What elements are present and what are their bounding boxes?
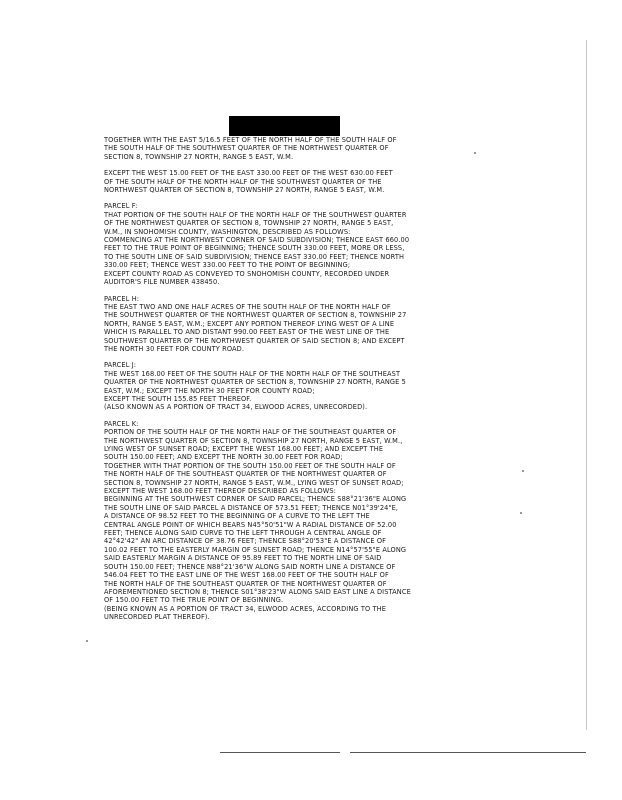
- paragraph-except-west: [104, 169, 496, 194]
- text-line: FEET TO THE TRUE POINT OF BEGINNING; THENCE SOUTH 330.00 FEET, MORE OR LESS,: [104, 244, 405, 253]
- text-line: THE EAST TWO AND ONE HALF ACRES OF THE SOUTH HALF OF THE NORTH HALF OF: [104, 302, 391, 311]
- text-line: THE SOUTHWEST QUARTER OF THE NORTHWEST QUARTER OF SECTION 8, TOWNSHIP 27: [104, 311, 407, 320]
- text-line: THE WEST 168.00 FEET OF THE SOUTH HALF OF THE NORTH HALF OF THE SOUTHEAST: [104, 369, 401, 378]
- text-line: A DISTANCE OF 98.52 FEET TO THE BEGINNING OF A CURVE TO THE LEFT THE: [104, 512, 370, 521]
- text-line: WHICH IS PARALLEL TO AND DISTANT 990.00 FEET EAST OF THE WEST LINE OF THE: [104, 328, 390, 337]
- text-line: EXCEPT THE WEST 168.00 FEET THEREOF DESCRIBED AS FOLLOWS:: [104, 487, 336, 496]
- text-line: THE SOUTH LINE OF SAID PARCEL A DISTANCE OF 573.51 FEET; THENCE N01°39'24"E,: [104, 503, 399, 512]
- parcel-heading: PARCEL F:: [104, 202, 138, 211]
- scan-speck: [522, 470, 524, 472]
- text-line: TOGETHER WITH THE EAST 5/16.5 FEET OF THE NORTH HALF OF THE SOUTH HALF OF: [104, 136, 397, 144]
- text-line: 42°42'42" AN ARC DISTANCE OF 38.76 FEET; THENCE S88°20'53"E A DISTANCE OF: [104, 537, 387, 546]
- text-line: 546.04 FEET TO THE EAST LINE OF THE WEST 168.00 FEET OF THE SOUTH HALF OF: [104, 571, 389, 580]
- text-line: THE NORTHWEST QUARTER OF SECTION 8, TOWNSHIP 27 NORTH, RANGE 5 EAST, W.M.,: [104, 436, 403, 445]
- text-line: THE NORTH HALF OF THE SOUTHEAST QUARTER OF THE NORTHWEST QUARTER OF: [104, 470, 387, 479]
- text-line: COMMENCING AT THE NORTHWEST CORNER OF SAID SUBDIVISION; THENCE EAST 660.00: [104, 236, 410, 245]
- text-line: NORTHWEST QUARTER OF SECTION 8, TOWNSHIP 27 NORTH, RANGE 5 EAST, W.M.: [104, 186, 385, 195]
- parcel-j: [104, 361, 496, 411]
- text-line: (ALSO KNOWN AS A PORTION OF TRACT 34, ELWOOD ACRES, UNRECORDED).: [104, 403, 368, 412]
- parcel-h: [104, 295, 496, 354]
- text-line: THE NORTH 30 FEET FOR COUNTY ROAD.: [104, 344, 245, 353]
- text-line: QUARTER OF THE NORTHWEST QUARTER OF SECTION 8, TOWNSHIP 27 NORTH, RANGE 5: [104, 378, 406, 387]
- footer-rule: [350, 752, 586, 753]
- text-line: AUDITOR'S FILE NUMBER 438450.: [104, 278, 220, 287]
- text-line: PORTION OF THE SOUTH HALF OF THE NORTH HALF OF THE SOUTHEAST QUARTER OF: [104, 428, 397, 437]
- parcel-heading: PARCEL J:: [104, 361, 137, 370]
- text-line: 100.02 FEET TO THE EASTERLY MARGIN OF SUNSET ROAD; THENCE N14°57'55"E ALONG: [104, 545, 407, 554]
- parcel-k: [104, 420, 496, 622]
- page-edge-line: [586, 40, 587, 730]
- text-line: BEGINNING AT THE SOUTHWEST CORNER OF SAID PARCEL; THENCE S88°21'36"E ALONG: [104, 495, 407, 504]
- text-line: UNRECORDED PLAT THEREOF).: [104, 613, 210, 622]
- scan-speck: [86, 640, 88, 642]
- text-line: THE SOUTH HALF OF THE SOUTHWEST QUARTER OF THE NORTHWEST QUARTER OF: [104, 144, 389, 153]
- text-line: 330.00 FEET; THENCE WEST 330.00 FEET TO THE POINT OF BEGINNING;: [104, 261, 351, 270]
- text-line: SAID EASTERLY MARGIN A DISTANCE OF 95.89 FEET TO THE NORTH LINE OF SAID: [104, 554, 382, 563]
- scan-speck: [520, 512, 522, 514]
- text-line: EXCEPT THE WEST 15.00 FEET OF THE EAST 330.00 FEET OF THE WEST 630.00 FEET: [104, 169, 393, 178]
- footer-rule: [220, 752, 340, 753]
- text-line: SOUTH 150.00 FEET; AND EXCEPT THE NORTH 30.00 FEET FOR ROAD;: [104, 453, 343, 462]
- legal-description: [104, 136, 496, 630]
- text-line: OF 150.00 FEET TO THE TRUE POINT OF BEGINNING.: [104, 596, 284, 605]
- text-line: TOGETHER WITH THAT PORTION OF THE SOUTH 150.00 FEET OF THE SOUTH HALF OF: [104, 461, 396, 470]
- text-line: AFOREMENTIONED SECTION 8; THENCE S01°38'23"W ALONG SAID EAST LINE A DISTANCE: [104, 587, 411, 596]
- scan-speck: [474, 152, 476, 154]
- text-line: THAT PORTION OF THE SOUTH HALF OF THE NORTH HALF OF THE SOUTHWEST QUARTER: [104, 210, 407, 219]
- text-line: LYING WEST OF SUNSET ROAD; EXCEPT THE WEST 168.00 FEET; AND EXCEPT THE: [104, 445, 384, 453]
- text-line: W.M., IN SNOHOMISH COUNTY, WASHINGTON, DESCRIBED AS FOLLOWS:: [104, 227, 351, 236]
- text-line: FEET; THENCE ALONG SAID CURVE TO THE LEFT THROUGH A CENTRAL ANGLE OF: [104, 529, 382, 538]
- text-line: SECTION 8, TOWNSHIP 27 NORTH, RANGE 5 EAST, W.M.: [104, 152, 294, 161]
- text-line: EAST, W.M.; EXCEPT THE NORTH 30 FEET FOR COUNTY ROAD;: [104, 386, 315, 395]
- text-line: TO THE SOUTH LINE OF SAID SUBDIVISION; THENCE EAST 330.00 FEET; THENCE NORTH: [104, 252, 405, 261]
- parcel-heading: PARCEL H:: [104, 294, 140, 303]
- text-line: SECTION 8, TOWNSHIP 27 NORTH, RANGE 5 EAST, W.M., LYING WEST OF SUNSET ROAD;: [104, 478, 404, 487]
- text-line: SOUTHWEST QUARTER OF THE NORTHWEST QUARTER OF SAID SECTION 8; AND EXCEPT: [104, 336, 405, 345]
- paragraph-together-with: [104, 136, 496, 161]
- text-line: OF THE SOUTH HALF OF THE NORTH HALF OF THE SOUTHWEST QUARTER OF THE: [104, 177, 382, 186]
- text-line: (BEING KNOWN AS A PORTION OF TRACT 34, ELWOOD ACRES, ACCORDING TO THE: [104, 604, 387, 613]
- text-line: OF THE NORTHWEST QUARTER OF SECTION 8, TOWNSHIP 27 NORTH, RANGE 5 EAST,: [104, 219, 394, 228]
- text-line: THE NORTH HALF OF THE SOUTHEAST QUARTER OF THE NORTHWEST QUARTER OF: [104, 579, 387, 588]
- parcel-heading: PARCEL K:: [104, 419, 139, 428]
- text-line: EXCEPT THE SOUTH 155.85 FEET THEREOF.: [104, 394, 252, 403]
- parcel-f: [104, 202, 496, 286]
- text-line: SOUTH 150.00 FEET; THENCE N88°21'36"W ALONG SAID NORTH LINE A DISTANCE OF: [104, 562, 396, 571]
- text-line: CENTRAL ANGLE POINT OF WHICH BEARS N45°50'51"W A RADIAL DISTANCE OF 52.00: [104, 520, 397, 529]
- text-line: NORTH, RANGE 5 EAST, W.M.; EXCEPT ANY PORTION THEREOF LYING WEST OF A LINE: [104, 319, 395, 328]
- redaction-bar: [229, 116, 340, 136]
- text-line: EXCEPT COUNTY ROAD AS CONVEYED TO SNOHOMISH COUNTY, RECORDED UNDER: [104, 269, 390, 278]
